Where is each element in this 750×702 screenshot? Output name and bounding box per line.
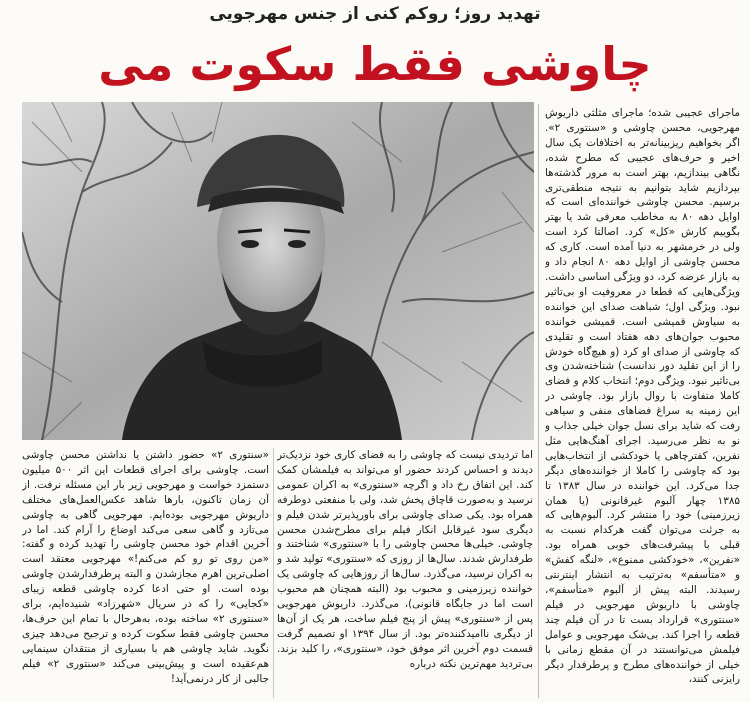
column-divider — [273, 448, 274, 698]
article-column-right — [545, 106, 740, 696]
article-paragraph: ماجرای عجیبی شده؛ ماجرای مثلثی داریوش مهرجویی، محسن چاوشی و «سنتوری ۲». اگر بخواهیم ریزبینانه‌تر به اختلافات یک سال اخیر و حرف‌های عجیبی که مطرح شده، نگاهی بیندازیم، بهتر است به مرور گذشته‌ها بپردازیم شاید بتوانیم به نتیجه منطقی‌تری برسیم. محسن چاوشی خواننده‌ای است که اوایل دهه ۸۰ به مخاطب معرفی شد یا بهتر بگوییم کارش «کل» کرد. اصالتا کرد است ولی در خرمشهر به دنیا آمده است. کاری که محسن چاوشی از اوایل دهه ۸۰ انجام داد و به بازار عرضه کرد، دو ویژگی اساسی داشت. ویژگی‌هایی که قطعا در معروفیت او بی‌تاثیر نبود. ویژگی اول؛ شباهت صدای این خواننده به سیاوش قمیشی است. قمیشی خواننده محبوب جوان‌های دهه هفتاد است و تقلیدی که چاوشی از صدای او کرد (و هیچ‌گاه خودش را از این تقلید دور ندانست) شناخته‌شدن وی بی‌تاثیر نبود. ویژگی دوم؛ انتخاب کلام و فضای کاملا متفاوت با روال بازار بود. چاوشی در این زمینه به سراغ فضاهای منفی و سیاهی رفت که شاید برای نسل جوان خیلی جذاب و نو به نظر می‌رسید. اجرای آهنگ‌هایی مثل نفرین، کفترچاهی یا خودکشی از انتخاب‌هایی بود که چاوشی را کاملا از خواننده‌های دیگر جدا می‌کرد. این خواننده در سال ۱۳۸۳ تا ۱۳۸۵ چهار آلبوم غیرقانونی (یا همان زیرزمینی) خود را منتشر کرد. آلبوم‌هایی که به جرئت می‌توان گفت هرکدام نسبت به قبلی با پیشرفت‌های خوبی همراه بود. «نفرین»، «خودکشی ممنوع»، «لنگه کفش» و «متأسفم» به‌ترتیب به انتشار اینترنتی رسیدند. البته پیش از آلبوم «متأسفم»، چاوشی با داریوش مهرجویی در فیلم «سنتوری» قرارداد بست تا در آن فیلم چند قطعه را اجرا کند. بی‌شک مهرجویی و عوامل فیلمش می‌توانستند در آن مقطع زمانی با خیلی از خواننده‌های مطرح و پرطرفدار دیگر رایزنی کنند، — [545, 107, 740, 686]
headline: چاوشی فقط سکوت می — [98, 37, 652, 91]
article-paragraph: «سنتوری ۲» حضور داشتن یا نداشتن محسن چاوشی است. چاوشی برای اجرای قطعات این اثر ۵۰۰ میلیون دستمزد خواست و مهرجویی زیر بار این مسئله نرفت. از آن زمان تاکنون، بارها شاهد عکس‌العمل‌های مختلف داریوش مهرجویی بوده‌ایم. مهرجویی گاهی به چاوشی می‌تازد و گاهی سعی می‌کند اوضاع را آرام کند. اما در آخرین اقدام خود محسن چاوشی را تهدید کرده و گفته: «من روی تو رو کم می‌کنم!» مهرجویی معتقد است اصلی‌ترین اهرم مجازشدن و البته پرطرفدارشدن چاوشی بوده است. او حتی ادعا کرده چاوشی قطعه زیبای «کجایی» را که در سریال «شهرزاد» شنیده‌ایم، برای «سنتوری ۲» ساخته بوده، به‌هرحال با تمام این حرف‌ها، محسن چاوشی فقط سکوت کرده و ترجیح می‌دهد چیزی نگوید. شاید چاوشی هم با بسیاری از منتقدان سینمایی هم‌عقیده است و پیش‌بینی می‌کند «سنتوری ۲» فیلم جالبی از کار درنمی‌آید! — [22, 449, 269, 685]
article-column-left — [22, 448, 269, 698]
portrait-photo — [22, 102, 534, 440]
column-divider — [538, 104, 539, 698]
article-column-middle — [277, 448, 533, 698]
article-paragraph: اما تردیدی نیست که چاوشی را به فضای کاری خود نزدیک‌تر دیدند و احساس کردند حضور او می‌تواند به فیلمشان کمک کند. این اتفاق رخ داد و اگرچه «سنتوری» به اکران عمومی نرسید و به‌صورت قاچاق پخش شد، ولی با منفعتی دوطرفه همراه بود. یکی صدای چاوشی برای باورپذیرتر شدن فیلم و دیگری سود غیرقابل انکار فیلم برای مطرح‌شدن محسن چاوشی. خیلی‌ها محسن چاوشی را با «سنتوری» شناختند و طرفدارش شدند. سال‌ها از روزی که «سنتوری» تولید شد و به اکران نرسید، می‌گذرد. سال‌ها از روزهایی که چاوشی یک خواننده زیرزمینی و محبوب بود (البته همچنان هم محبوب است اما در جایگاه قانونی)، می‌گذرد. داریوش مهرجویی پس از «سنتوری» پیش از پنج فیلم ساخت، هر یک از آن‌ها از دیگری ناامیدکننده‌تر بود. از سال ۱۳۹۴ او تصمیم گرفت قسمت دوم آخرین اثر موفق خود، «سنتوری»، را کلید بزند. بی‌تردید مهم‌ترین نکته درباره — [277, 449, 533, 670]
kicker: تهدید روز؛ روکم کنی از جنس مهرجویی — [209, 4, 541, 24]
